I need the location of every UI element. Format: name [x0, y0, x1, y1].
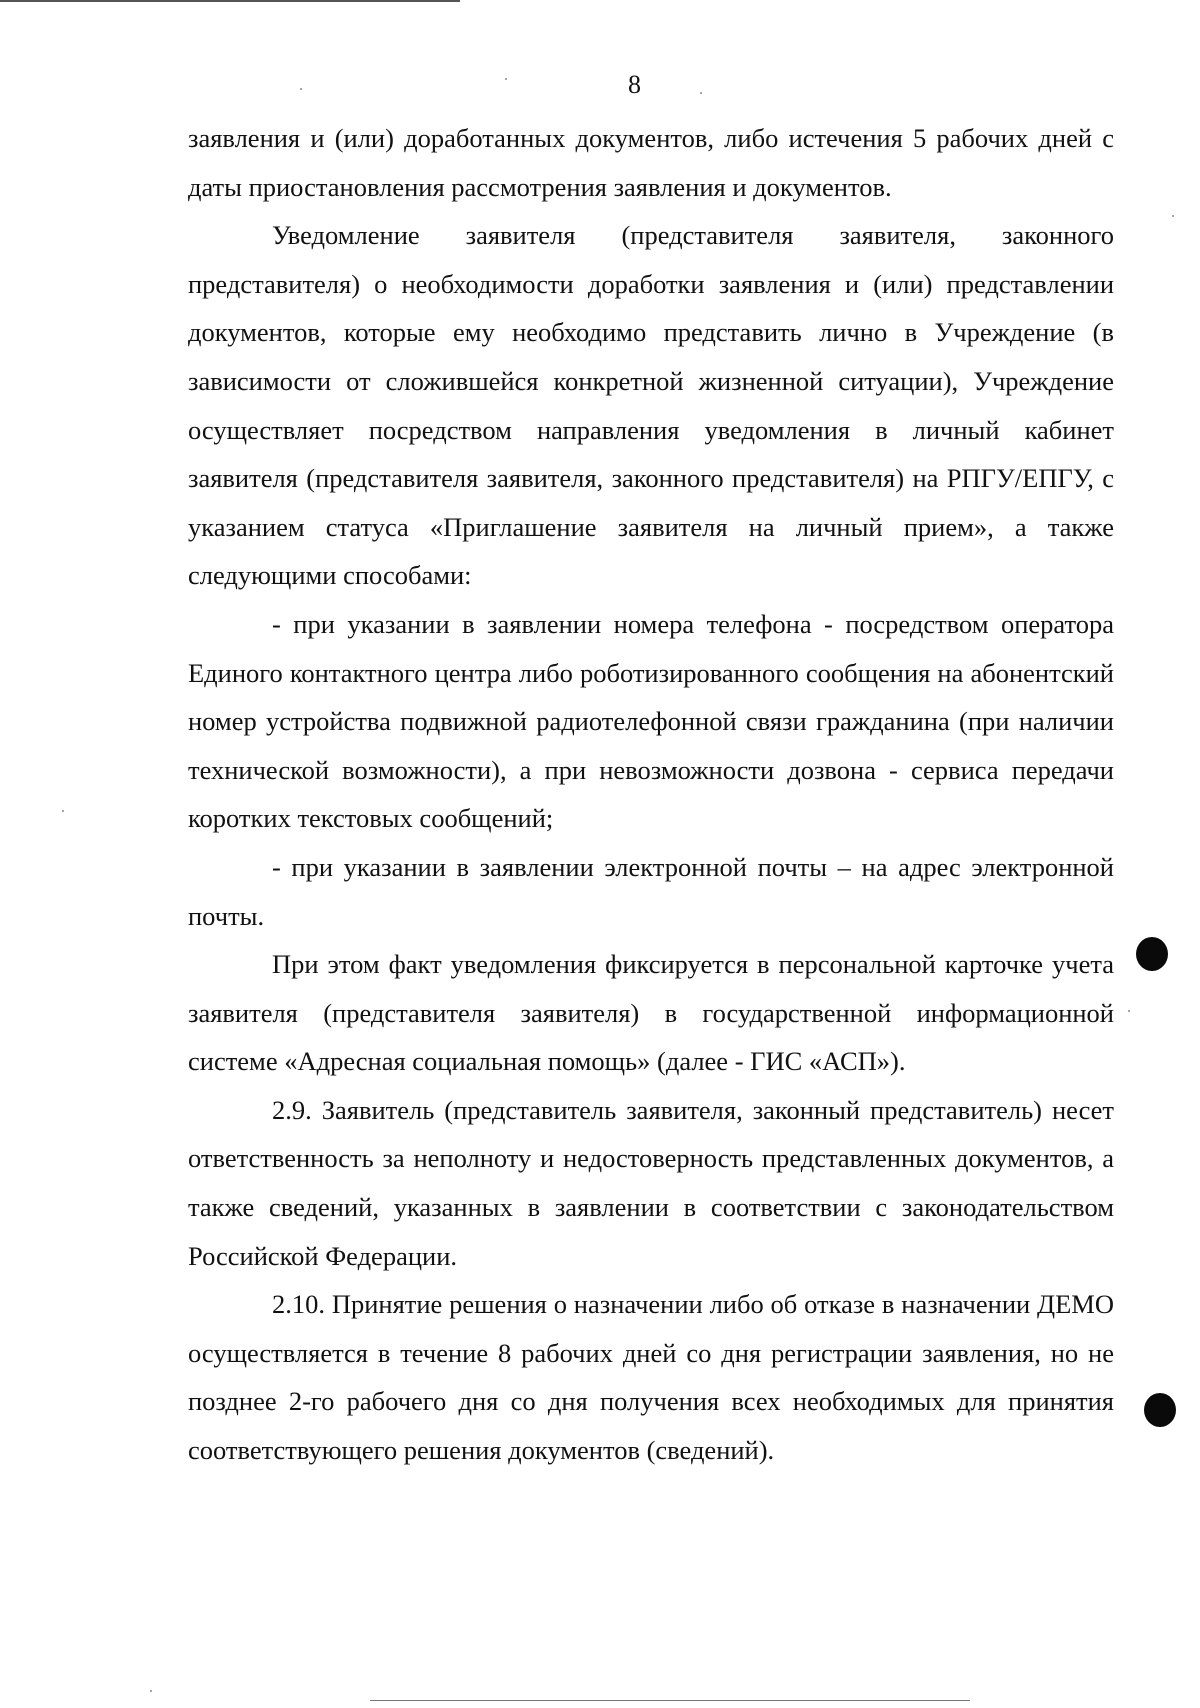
bottom-scan-edge: [370, 1700, 970, 1701]
paragraph-7: 2.10. Принятие решения о назначении либо об отказе в назначении ДЕМО осуществляется в течение 8 рабочих дней со дня регистрации заявления, но не позднее 2-го рабочего дня со дня получения всех необходимых для принятия соответствующего решения документов (сведений).: [188, 1289, 1114, 1466]
paragraph-5: При этом факт уведомления фиксируется в персональной карточке учета заявителя (представителя заявителя) в государственной информационной системе «Адресная социальная помощь» (далее - ГИС «АСП»).: [188, 949, 1114, 1077]
paragraph-2: Уведомление заявителя (представителя заявителя, законного представителя) о необходимости доработки заявления и (или) представлении документов, которые ему необходимо представить лично в Учреждение (в зависимости от сложившейся конкретной жизненной ситуации), Учреждение осуществляет посредством направления уведомления в личный кабинет заявителя (представителя заявителя, законного представителя) на РПГУ/ЕПГУ, с указанием статуса «Приглашение заявителя на личный прием», а также следующими способами:: [188, 220, 1114, 591]
paragraph-4: - при указании в заявлении электронной почты – на адрес электронной почты.: [188, 851, 1114, 931]
punch-hole-mark: [1144, 1393, 1176, 1427]
scan-speck: [1128, 1010, 1130, 1012]
paragraph-1: заявления и (или) доработанных документов, либо истечения 5 рабочих дней с даты приостановления рассмотрения заявления и документов.: [188, 123, 1114, 202]
document-body: [188, 114, 1114, 1475]
scan-speck: [505, 78, 507, 80]
scan-speck: [62, 810, 64, 812]
punch-hole-mark: [1136, 937, 1168, 971]
paragraph-3: - при указании в заявлении номера телефона - посредством оператора Единого контактного центра либо роботизированного сообщения на абонентский номер устройства подвижной радиотелефонной связи гражданина (при наличии технической возможности), а при невозможности дозвона - сервиса передачи коротких текстовых сообщений;: [188, 608, 1114, 834]
scan-speck: [150, 1690, 152, 1692]
page-number: 8: [628, 70, 641, 99]
scan-speck: [700, 92, 702, 94]
top-scan-edge: [0, 0, 460, 2]
scan-speck: [300, 88, 302, 90]
paragraph-6: 2.9. Заявитель (представитель заявителя, законный представитель) несет ответственность за неполноту и недостоверность представленных документов, а также сведений, указанных в заявлении в соответствии с законодательством Российской Федерации.: [188, 1094, 1114, 1271]
scan-speck: [1172, 215, 1174, 217]
